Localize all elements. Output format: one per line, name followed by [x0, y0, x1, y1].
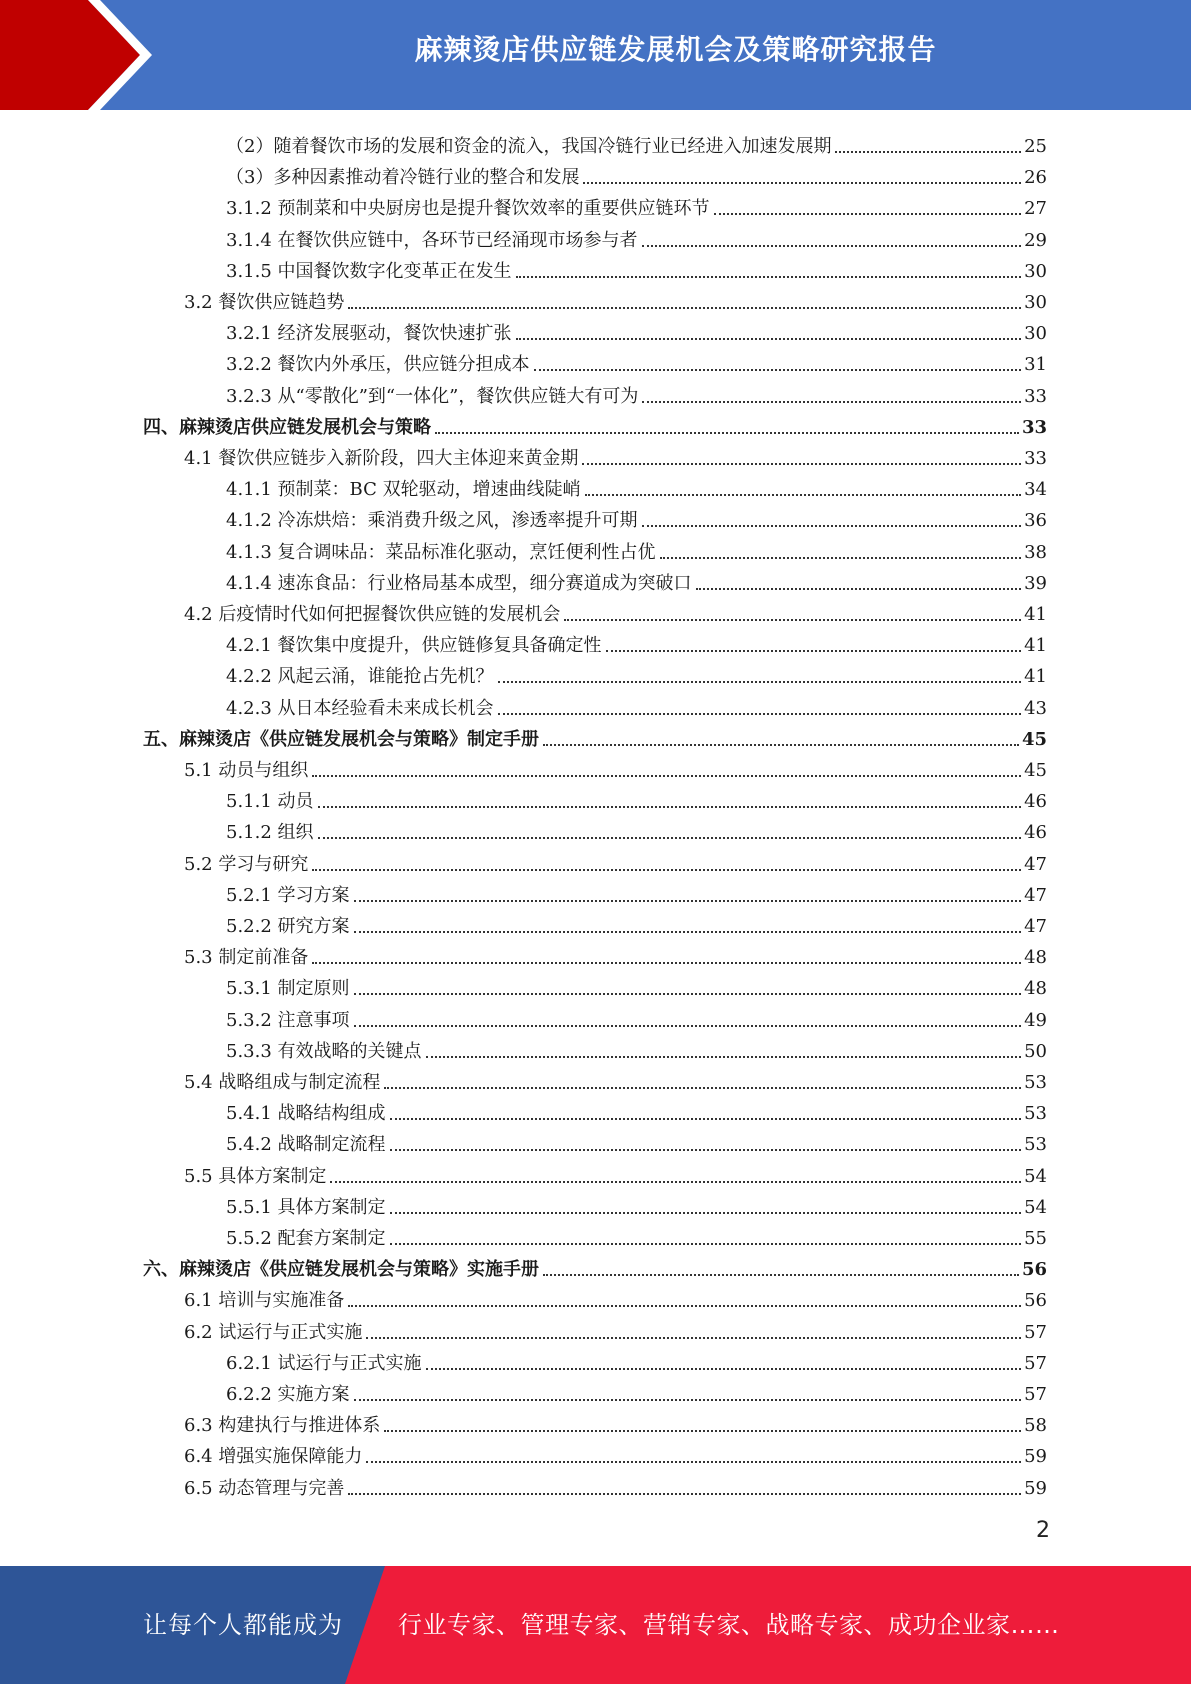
- toc-entry-title: 6.1 培训与实施准备: [184, 1290, 345, 1312]
- toc-leader-dots: [642, 524, 1022, 527]
- toc-entry[interactable]: [184, 439, 1047, 470]
- toc-entry-title: 四、麻辣烫店供应链发展机会与策略: [143, 416, 431, 438]
- toc-entry-page: 46: [1024, 822, 1047, 844]
- toc-entry-page: 59: [1024, 1477, 1047, 1499]
- toc-leader-dots: [354, 1024, 1022, 1027]
- toc-entry[interactable]: [226, 564, 1047, 595]
- toc-entry-title: 3.2.2 餐饮内外承压，供应链分担成本: [226, 354, 530, 376]
- toc-entry-page: 50: [1024, 1040, 1047, 1062]
- toc-leader-dots: [714, 212, 1022, 215]
- toc-entry-title: 4.2.2 风起云涌，谁能抢占先机？: [226, 666, 494, 688]
- toc-entry[interactable]: [226, 158, 1047, 189]
- toc-entry[interactable]: [226, 1219, 1047, 1250]
- toc-entry-title: 6.3 构建执行与推进体系: [184, 1415, 381, 1437]
- toc-leader-dots: [390, 1242, 1022, 1245]
- toc-entry[interactable]: [226, 1188, 1047, 1219]
- toc-entry-page: 45: [1024, 760, 1047, 781]
- toc-entry[interactable]: [226, 1032, 1047, 1063]
- toc-leader-dots: [348, 306, 1021, 309]
- toc-entry[interactable]: [184, 1313, 1047, 1344]
- toc-entry[interactable]: [184, 938, 1047, 969]
- toc-entry[interactable]: [226, 127, 1047, 158]
- toc-entry-title: 5.1.2 组织: [226, 822, 314, 844]
- toc-entry[interactable]: [226, 252, 1047, 283]
- toc-leader-dots: [835, 150, 1021, 153]
- toc-entry-page: 47: [1024, 853, 1047, 875]
- toc-entry-title: 3.2.1 经济发展驱动，餐饮快速扩张: [226, 323, 512, 345]
- toc-entry[interactable]: [184, 1469, 1047, 1500]
- toc-leader-dots: [354, 899, 1022, 902]
- toc-leader-dots: [660, 556, 1022, 559]
- toc-entry[interactable]: [184, 751, 1047, 782]
- toc-entry-page: 57: [1024, 1321, 1047, 1343]
- toc-entry-title: 六、麻辣烫店《供应链发展机会与策略》实施手册: [143, 1259, 539, 1281]
- toc-entry-title: 4.1.3 复合调味品：菜品标准化驱动，烹饪便利性占优: [226, 541, 656, 563]
- toc-entry-page: 31: [1024, 354, 1047, 376]
- toc-entry-page: 46: [1024, 791, 1047, 813]
- toc-entry-page: 36: [1024, 510, 1047, 532]
- toc-entry-title: 3.1.5 中国餐饮数字化变革正在发生: [226, 260, 512, 282]
- toc-entry-page: 41: [1024, 604, 1047, 625]
- toc-entry-page: 30: [1024, 323, 1047, 345]
- toc-leader-dots: [426, 1367, 1022, 1370]
- toc-leader-dots: [543, 743, 1019, 746]
- toc-entry-title: 5.3.1 制定原则: [226, 978, 350, 1000]
- toc-entry-page: 33: [1024, 385, 1047, 407]
- toc-entry-title: 4.1.1 预制菜：BC 双轮驱动，增速曲线陡峭: [226, 479, 581, 501]
- toc-leader-dots: [390, 1211, 1022, 1214]
- toc-entry-page: 39: [1024, 572, 1047, 594]
- toc-entry[interactable]: [226, 501, 1047, 532]
- toc-entry-title: 5.4 战略组成与制定流程: [184, 1072, 381, 1093]
- toc-leader-dots: [516, 337, 1022, 340]
- toc-entry-title: 3.1.4 在餐饮供应链中，各环节已经涌现市场参与者: [226, 229, 638, 251]
- toc-leader-dots: [606, 649, 1022, 652]
- toc-entry-title: 4.1.4 速冻食品：行业格局基本成型，细分赛道成为突破口: [226, 572, 692, 594]
- toc-entry[interactable]: [226, 969, 1047, 1000]
- toc-entry-page: 41: [1024, 666, 1047, 688]
- toc-entry-title: 5.5 具体方案制定: [184, 1165, 327, 1187]
- toc-entry-page: 48: [1024, 947, 1047, 969]
- toc-entry-page: 53: [1024, 1134, 1047, 1156]
- toc-leader-dots: [348, 1492, 1021, 1495]
- toc-entry[interactable]: [226, 907, 1047, 938]
- toc-entry[interactable]: [184, 1406, 1047, 1437]
- toc-leader-dots: [498, 712, 1022, 715]
- toc-entry[interactable]: [226, 1094, 1047, 1125]
- toc-entry[interactable]: [226, 657, 1047, 688]
- toc-entry-title: 4.1 餐饮供应链步入新阶段，四大主体迎来黄金期: [184, 448, 579, 469]
- toc-entry-page: 25: [1024, 136, 1047, 157]
- toc-entry[interactable]: [143, 720, 1047, 751]
- page-header: [0, 0, 1191, 110]
- toc-entry[interactable]: [226, 221, 1047, 252]
- toc-entry-title: 4.2.3 从日本经验看未来成长机会: [226, 697, 494, 719]
- toc-entry-page: 38: [1024, 541, 1047, 563]
- toc-entry[interactable]: [226, 626, 1047, 657]
- toc-entry-title: 6.4 增强实施保障能力: [184, 1446, 363, 1468]
- toc-leader-dots: [585, 493, 1022, 496]
- toc-entry[interactable]: [184, 1437, 1047, 1468]
- toc-leader-dots: [318, 836, 1022, 839]
- toc-entry[interactable]: [226, 189, 1047, 220]
- toc-entry-title: 5.2.1 学习方案: [226, 884, 350, 906]
- toc-entry-title: 4.2 后疫情时代如何把握餐饮供应链的发展机会: [184, 604, 561, 625]
- toc-entry[interactable]: [184, 595, 1047, 626]
- toc-entry[interactable]: [226, 1001, 1047, 1032]
- toc-leader-dots: [354, 992, 1022, 995]
- toc-entry-title: 5.4.2 战略制定流程: [226, 1134, 386, 1156]
- toc-entry[interactable]: [226, 1125, 1047, 1156]
- toc-leader-dots: [366, 1460, 1021, 1463]
- toc-leader-dots: [312, 961, 1021, 964]
- page-number: 2: [1036, 1518, 1050, 1543]
- toc-leader-dots: [312, 868, 1021, 871]
- toc-leader-dots: [498, 680, 1022, 683]
- toc-leader-dots: [318, 805, 1022, 808]
- toc-entry-page: 45: [1021, 728, 1047, 750]
- toc-leader-dots: [354, 1398, 1022, 1401]
- toc-entry-title: 3.1.2 预制菜和中央厨房也是提升餐饮效率的重要供应链环节: [226, 198, 710, 220]
- toc-entry-page: 43: [1024, 697, 1047, 719]
- toc-entry-page: 58: [1024, 1415, 1047, 1437]
- toc-leader-dots: [330, 1180, 1021, 1183]
- toc-entry-page: 57: [1024, 1384, 1047, 1405]
- page-footer: [0, 1566, 1191, 1684]
- toc-leader-dots: [642, 244, 1022, 247]
- toc-entry[interactable]: [143, 408, 1047, 439]
- toc-entry-title: 3.2.3 从“零散化”到“一体化”，餐饮供应链大有可为: [226, 385, 639, 407]
- toc-leader-dots: [312, 774, 1021, 777]
- toc-entry-title: 6.2.1 试运行与正式实施: [226, 1352, 422, 1374]
- toc-entry-page: 48: [1024, 978, 1047, 1000]
- toc-entry-title: 5.2.2 研究方案: [226, 916, 350, 937]
- toc-entry-page: 59: [1024, 1446, 1047, 1468]
- toc-leader-dots: [583, 181, 1021, 184]
- toc-entry-title: 5.3.2 注意事项: [226, 1009, 350, 1031]
- toc-entry[interactable]: [226, 1344, 1047, 1375]
- toc-entry[interactable]: [184, 1281, 1047, 1312]
- toc-entry-title: 6.2.2 实施方案: [226, 1384, 350, 1405]
- toc-entry-title: 6.2 试运行与正式实施: [184, 1321, 363, 1343]
- toc-entry-page: 29: [1024, 229, 1047, 251]
- toc-entry[interactable]: [226, 533, 1047, 564]
- toc-entry-title: 4.2.1 餐饮集中度提升，供应链修复具备确定性: [226, 635, 602, 657]
- toc-entry[interactable]: [184, 1157, 1047, 1188]
- toc-entry[interactable]: [226, 782, 1047, 813]
- toc-entry[interactable]: [226, 377, 1047, 408]
- toc-entry[interactable]: [184, 283, 1047, 314]
- toc-entry[interactable]: [184, 1063, 1047, 1094]
- toc-entry-title: 5.5.1 具体方案制定: [226, 1196, 386, 1218]
- toc-leader-dots: [435, 431, 1019, 434]
- toc-leader-dots: [564, 618, 1021, 621]
- toc-entry[interactable]: [226, 876, 1047, 907]
- toc-entry-page: 53: [1024, 1072, 1047, 1093]
- toc-leader-dots: [582, 462, 1021, 465]
- toc-entry[interactable]: [184, 845, 1047, 876]
- header-chevron-icon: [70, 0, 160, 110]
- toc-entry[interactable]: [226, 1375, 1047, 1406]
- footer-slogan-left: 让每个人都能成为: [143, 1611, 343, 1639]
- toc-entry-title: 5.2 学习与研究: [184, 853, 309, 875]
- toc-leader-dots: [696, 587, 1022, 590]
- toc-entry-page: 30: [1024, 260, 1047, 282]
- toc-entry-page: 26: [1024, 167, 1047, 189]
- toc-entry-page: 54: [1024, 1165, 1047, 1187]
- toc-leader-dots: [366, 1336, 1021, 1339]
- toc-entry-page: 30: [1024, 292, 1047, 313]
- toc-entry-title: 5.3 制定前准备: [184, 947, 309, 969]
- toc-entry-page: 54: [1024, 1196, 1047, 1218]
- toc-entry-title: 5.3.3 有效战略的关键点: [226, 1040, 422, 1062]
- toc-entry[interactable]: [226, 345, 1047, 376]
- toc-entry-title: 5.4.1 战略结构组成: [226, 1103, 386, 1125]
- toc-leader-dots: [426, 1055, 1022, 1058]
- toc-leader-dots: [390, 1117, 1022, 1120]
- toc-entry-page: 47: [1024, 884, 1047, 906]
- toc-entry-page: 33: [1024, 448, 1047, 469]
- toc-entry-page: 34: [1024, 479, 1047, 501]
- footer-slogan-right: 行业专家、管理专家、营销专家、战略专家、成功企业家……: [398, 1611, 1060, 1639]
- toc-entry-title: 4.1.2 冷冻烘焙：乘消费升级之风，渗透率提升可期: [226, 510, 638, 532]
- toc-leader-dots: [390, 1148, 1022, 1151]
- toc-entry-title: 5.1.1 动员: [226, 791, 314, 813]
- toc-entry-page: 55: [1024, 1228, 1047, 1249]
- toc-entry[interactable]: [226, 314, 1047, 345]
- toc-leader-dots: [354, 930, 1022, 933]
- toc-entry-title: （3）多种因素推动着冷链行业的整合和发展: [226, 167, 580, 189]
- toc-leader-dots: [534, 368, 1022, 371]
- header-title: 麻辣烫店供应链发展机会及策略研究报告: [414, 33, 937, 66]
- toc-entry-title: 6.5 动态管理与完善: [184, 1477, 345, 1499]
- toc-entry-page: 33: [1021, 416, 1047, 438]
- toc-entry-title: （2）随着餐饮市场的发展和资金的流入，我国冷链行业已经进入加速发展期: [226, 136, 832, 157]
- toc-entry-title: 5.5.2 配套方案制定: [226, 1228, 386, 1249]
- toc-entry-title: 五、麻辣烫店《供应链发展机会与策略》制定手册: [143, 728, 539, 750]
- toc-entry[interactable]: [143, 1250, 1047, 1281]
- toc-leader-dots: [516, 275, 1022, 278]
- toc-entry-page: 41: [1024, 635, 1047, 657]
- toc-entry-page: 56: [1024, 1290, 1047, 1312]
- toc-entry-title: 5.1 动员与组织: [184, 760, 309, 781]
- toc-entry-page: 53: [1024, 1103, 1047, 1125]
- toc-entry-page: 56: [1021, 1259, 1047, 1281]
- toc-leader-dots: [384, 1086, 1021, 1089]
- header-red-block: [0, 0, 70, 110]
- toc-entry[interactable]: [226, 813, 1047, 844]
- toc-leader-dots: [543, 1273, 1019, 1276]
- toc-leader-dots: [348, 1304, 1021, 1307]
- toc-entry-title: 3.2 餐饮供应链趋势: [184, 292, 345, 313]
- toc-entry-page: 49: [1024, 1009, 1047, 1031]
- toc-leader-dots: [642, 400, 1021, 403]
- toc-entry-page: 47: [1024, 916, 1047, 937]
- toc-entry[interactable]: [226, 470, 1047, 501]
- toc-leader-dots: [384, 1429, 1021, 1432]
- toc-entry-page: 27: [1024, 198, 1047, 220]
- toc-entry[interactable]: [226, 689, 1047, 720]
- toc-entry-page: 57: [1024, 1352, 1047, 1374]
